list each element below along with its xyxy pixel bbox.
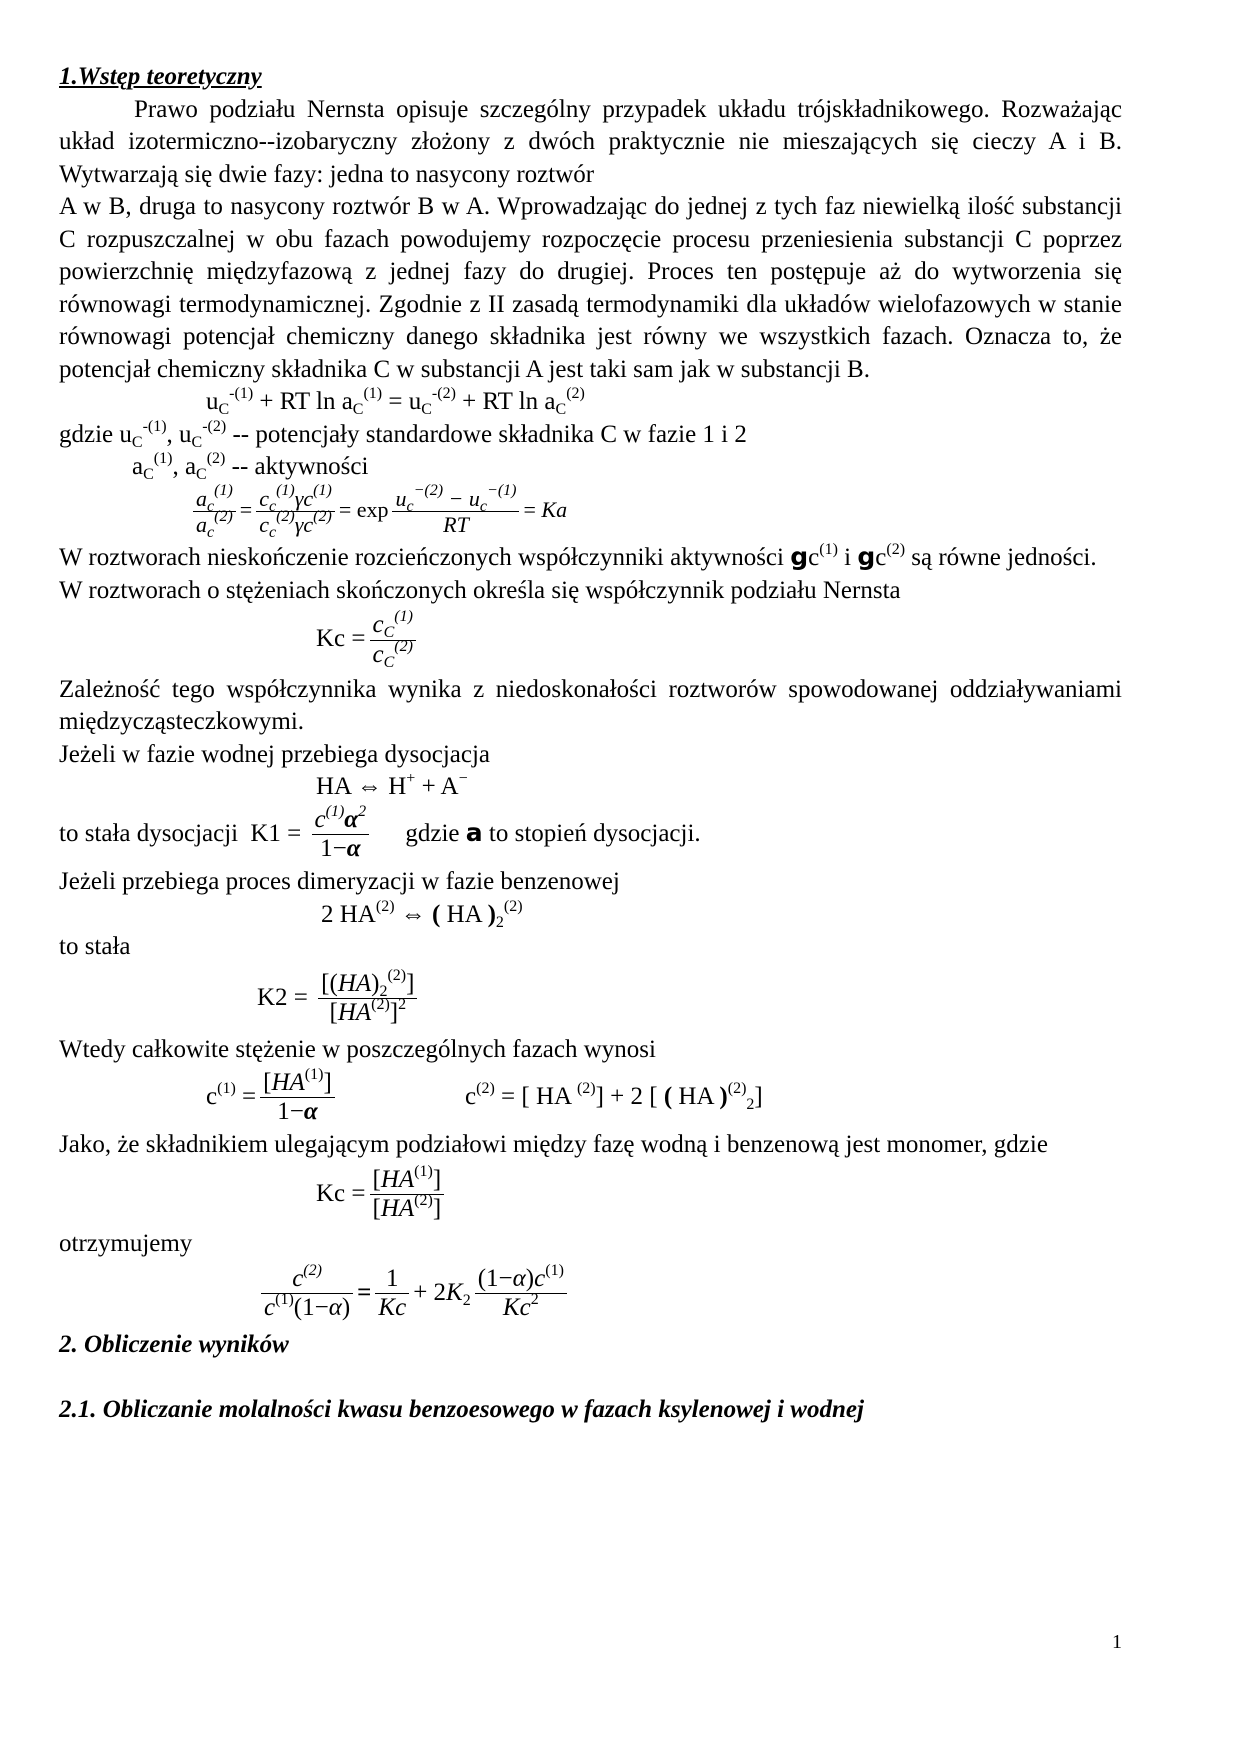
equation-kc-definition: Kc = $\frac{c_C^{(1)}}{c_C^{(2)}}$ <box>59 611 1122 670</box>
page-number: 1 <box>1112 1631 1122 1653</box>
paragraph-monomer: Jako, że składnikiem ulegającym podziałowi między fazę wodną i benzenową jest monomer, gdzie <box>59 1131 1048 1159</box>
fraction-dimer-term: $\frac{(1-\alpha)c^{(1)}}{Kc^2}$ <box>475 1265 567 1324</box>
fraction-exponent: $\frac{u_c^{-(2)} - u_c^{-(1)}}{RT}$ <box>392 486 519 538</box>
section-heading-1: 1.Wstęp teoretyczny <box>59 63 262 90</box>
fraction-activity: $\frac{a_c^{(1)}}{a_c^{(2)}}$ <box>193 486 236 538</box>
line-k1 <box>59 802 1122 865</box>
equation-k2 <box>59 966 1122 1029</box>
fraction-inverse-kc: $\frac{1}{Kc}$ <box>375 1265 409 1324</box>
where-standard-potentials: gdzie $u_C^{-(1)}$, $u_C^{-(2)}$ -- potencjały standardowe składnika C w fazie 1 i 2 <box>59 417 747 451</box>
fraction-k2: $\frac{[(HA)_2^{(2)}]}{[HA^{(2)}]^2}$ <box>318 970 417 1029</box>
paragraph-dissociation: Jeżeli w fazie wodnej przebiega dysocjacja <box>59 740 491 768</box>
fraction-kc: $\frac{c_C^{(1)}}{c_C^{(2)}}$ <box>370 611 416 670</box>
paragraph-finite-concentration: W roztworach o stężeniach skończonych określa się współczynnik podziału Nernsta <box>59 576 901 604</box>
paragraph-total-concentration: Wtedy całkowite stężenie w poszczególnych fazach wynosi <box>59 1036 656 1064</box>
equation-chemical-potential: $u_C^{-(1)}$ + RT $\ln a_C^{(1)} = u_C^{-(2)}$ + RT $\ln a_C^{(2)}$ <box>206 385 585 418</box>
paragraph-dimerization: Jeżeli przebiega proces dimeryzacji w fazie benzenowej <box>59 868 620 896</box>
section-heading-2: 2. Obliczenie wyników <box>59 1331 289 1359</box>
equation-c1: $c^{(1)}$ = $\frac{[HA^{(1)}]}{1-\alpha}$ <box>206 1083 345 1110</box>
fraction-concentration: $\frac{c_c^{(1)}\gamma c^{(1)}}{c_c^{(2)}\gamma c^{(2)}}$ <box>256 486 335 538</box>
paragraph-dependence: Zależność tego współczynnika wynika z niedoskonałości roztworów spowodowanej oddziaływaniami międzycząsteczkowymi. <box>59 675 1122 736</box>
k1-label: K1 = <box>250 819 302 847</box>
k1-suffix-after: to stopień dysocjacji. <box>488 819 701 847</box>
document-body <box>59 61 1122 1426</box>
equation-total-concentrations <box>59 1065 1122 1128</box>
k2-label: K2 = <box>257 983 308 1011</box>
alpha-symbol: a <box>465 817 483 847</box>
blank-line <box>59 1362 1122 1394</box>
paragraph-obtain: otrzymujemy <box>59 1230 193 1258</box>
paragraph-nernst-continued: A w B, druga to nasycony roztwór B w A. Wprowadzając do jednej z tych faz niewielką ilość substancji C rozpuszczalnej w obu fazach powodujemy rozpoczęcie procesu przeniesienia substancji C poprzez powierzchnię międzyfazową z jednej fazy do drugiej. Proces ten postępuje aż do wytworzenia się równowagi termodynamicznej. Zgodnie z II zasadą termodynamiki dla układów wielofazowych w stanie równowagi potencjał chemiczny danego składnika jest równy we wszystkich fazach. Oznacza to, że potencjał chemiczny składnika C w substancji A jest taki sam jak w substancji B. <box>59 193 1122 383</box>
equation-dissociation: HA ⇔ H+ + A− <box>316 770 468 801</box>
fraction-kc-monomer: $\frac{[HA^{(1)}]}{[HA^{(2)}]}$ <box>370 1166 445 1225</box>
paragraph-infinite-dilution: W roztworach nieskończenie rozcieńczonych współczynniki aktywności $gc^{(1)}$ i $gc^{(2)}$ są równe jedności. <box>59 541 1097 572</box>
equation-final: $\frac{c^{(2)}}{c^{(1)}(1-\alpha)}$ = $\frac{1}{Kc}$ + $2K_2$ $\frac{(1-\alpha)c^{(1)}}{Kc^2}$ <box>59 1265 1122 1324</box>
equation-c2: $c^{(2)}$ = [ HA $^{(2)}$] + 2 [ ( HA )$^{(2)}_2$] <box>465 1079 763 1113</box>
equation-activity-ratio: $\frac{a_c^{(1)}}{a_c^{(2)}}$ = $\frac{c_c^{(1)}\gamma c^{(1)}}{c_c^{(2)}\gamma c^{(2)}}$ = exp $\frac{u_c^{-(2)} - u_c^{-(1)}}{RT}$ = Ka <box>59 486 1122 538</box>
subsection-heading-2-1: 2.1. Obliczanie molalności kwasu benzoesowego w fazach ksylenowej i wodnej <box>59 1395 864 1423</box>
k1-suffix-before: gdzie <box>405 819 460 847</box>
k1-prefix: to stała dysocjacji <box>59 819 239 847</box>
equation-dimerization: 2 HA$^{(2)}$ ⇔ ( HA )$_2^{(2)}$ <box>321 897 523 931</box>
equation-kc-monomer: Kc = $\frac{[HA^{(1)}]}{[HA^{(2)}]}$ <box>59 1166 1122 1225</box>
label-constant: to stała <box>59 933 131 961</box>
fraction-left: $\frac{c^{(2)}}{c^{(1)}(1-\alpha)}$ <box>261 1265 353 1324</box>
where-activities: $a_C^{(1)}$, $a_C^{(2)}$ -- aktywności <box>132 450 369 483</box>
fraction-k1: $\frac{c^{(1)}\alpha^2}{1-\alpha}$ <box>312 806 370 865</box>
paragraph-nernst-intro: Prawo podziału Nernsta opisuje szczególny przypadek układu trójskładnikowego. Rozważając układ izotermiczno--izobaryczny złożony z dwóch praktycznie nie mieszających się cieczy A i B. Wytwarzają się dwie fazy: jedna to nasycony roztwór <box>59 95 1122 188</box>
fraction-c1: $\frac{[HA^{(1)}]}{1-\alpha}$ <box>260 1069 335 1128</box>
